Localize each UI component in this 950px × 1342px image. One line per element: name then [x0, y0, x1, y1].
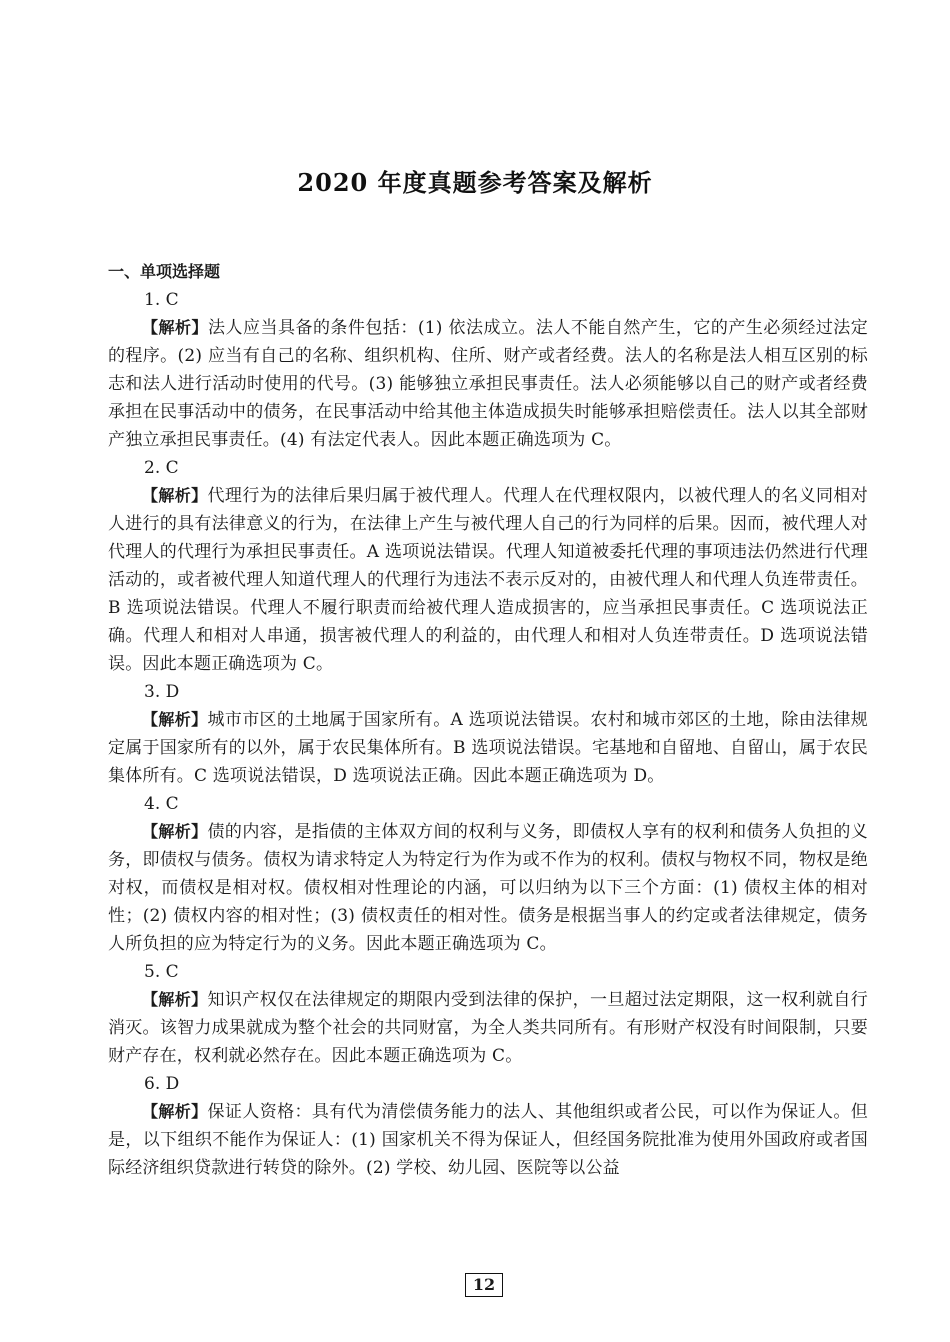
question-number-5: 5. C	[144, 962, 179, 982]
analysis-text: 知识产权仅在法律规定的期限内受到法律的保护，一旦超过法定期限，这一权利就自行消灭。该智力成果就成为整个社会的共同财富，为全人类共同所有。有形财产权没有时间限制，只要财产存在，权利就必然存在。因此本题正确选项为 C。	[108, 990, 868, 1066]
analysis-label: 【解析】	[142, 822, 208, 841]
analysis-label: 【解析】	[142, 1102, 208, 1121]
question-number-4: 4. C	[144, 794, 179, 814]
answer-content	[108, 258, 868, 1182]
analysis-5	[108, 986, 868, 1070]
analysis-2	[108, 482, 868, 678]
analysis-6	[108, 1098, 868, 1182]
analysis-4	[108, 818, 868, 958]
analysis-3	[108, 706, 868, 790]
question-number-1: 1. C	[144, 290, 179, 310]
analysis-label: 【解析】	[142, 486, 208, 505]
analysis-label: 【解析】	[142, 990, 208, 1009]
analysis-text: 法人应当具备的条件包括：(1) 依法成立。法人不能自然产生，它的产生必须经过法定的程序。(2) 应当有自己的名称、组织机构、住所、财产或者经费。法人的名称是法人相互区别的标志和法人进行活动时使用的代号。(3) 能够独立承担民事责任。法人必须能够以自己的财产或者经费承担在民事活动中的债务，在民事活动中给其他主体造成损失时能够承担赔偿责任。法人以其全部财产独立承担民事责任。(4) 有法定代表人。因此本题正确选项为 C。	[108, 318, 868, 450]
analysis-label: 【解析】	[142, 710, 208, 729]
analysis-1	[108, 314, 868, 454]
question-number-6: 6. D	[144, 1074, 180, 1094]
analysis-text: 代理行为的法律后果归属于被代理人。代理人在代理权限内，以被代理人的名义同相对人进行的具有法律意义的行为，在法律上产生与被代理人自己的行为同样的后果。因而，被代理人对代理人的代理行为承担民事责任。A 选项说法错误。代理人知道被委托代理的事项违法仍然进行代理活动的，或者被代理人知道代理人的代理行为违法不表示反对的，由被代理人和代理人负连带责任。B 选项说法错误。代理人不履行职责而给被代理人造成损害的，应当承担民事责任。C 选项说法正确。代理人和相对人串通，损害被代理人的利益的，由代理人和相对人负连带责任。D 选项说法错误。因此本题正确选项为 C。	[108, 486, 868, 674]
analysis-text: 债的内容，是指债的主体双方间的权利与义务，即债权人享有的权利和债务人负担的义务，即债权与债务。债权为请求特定人为特定行为作为或不作为的权利。债权与物权不同，物权是绝对权，而债权是相对权。债权相对性理论的内涵，可以归纳为以下三个方面：(1) 债权主体的相对性；(2) 债权内容的相对性；(3) 债权责任的相对性。债务是根据当事人的约定或者法律规定，债务人所负担的应为特定行为的义务。因此本题正确选项为 C。	[108, 822, 868, 954]
page-number: 12	[465, 1273, 503, 1297]
question-number-3: 3. D	[144, 682, 180, 702]
analysis-text: 城市市区的土地属于国家所有。A 选项说法错误。农村和城市郊区的土地，除由法律规定属于国家所有的以外，属于农民集体所有。B 选项说法错误。宅基地和自留地、自留山，属于农民集体所有。C 选项说法错误，D 选项说法正确。因此本题正确选项为 D。	[108, 710, 868, 786]
analysis-label: 【解析】	[142, 318, 208, 337]
page-title: 2020 年度真题参考答案及解析	[297, 168, 653, 197]
section-heading: 一、单项选择题	[108, 262, 221, 281]
analysis-text: 保证人资格：具有代为清偿债务能力的法人、其他组织或者公民，可以作为保证人。但是，以下组织不能作为保证人：(1) 国家机关不得为保证人，但经国务院批准为使用外国政府或者国际经济组织贷款进行转贷的除外。(2) 学校、幼儿园、医院等以公益	[108, 1102, 868, 1178]
question-number-2: 2. C	[144, 458, 179, 478]
